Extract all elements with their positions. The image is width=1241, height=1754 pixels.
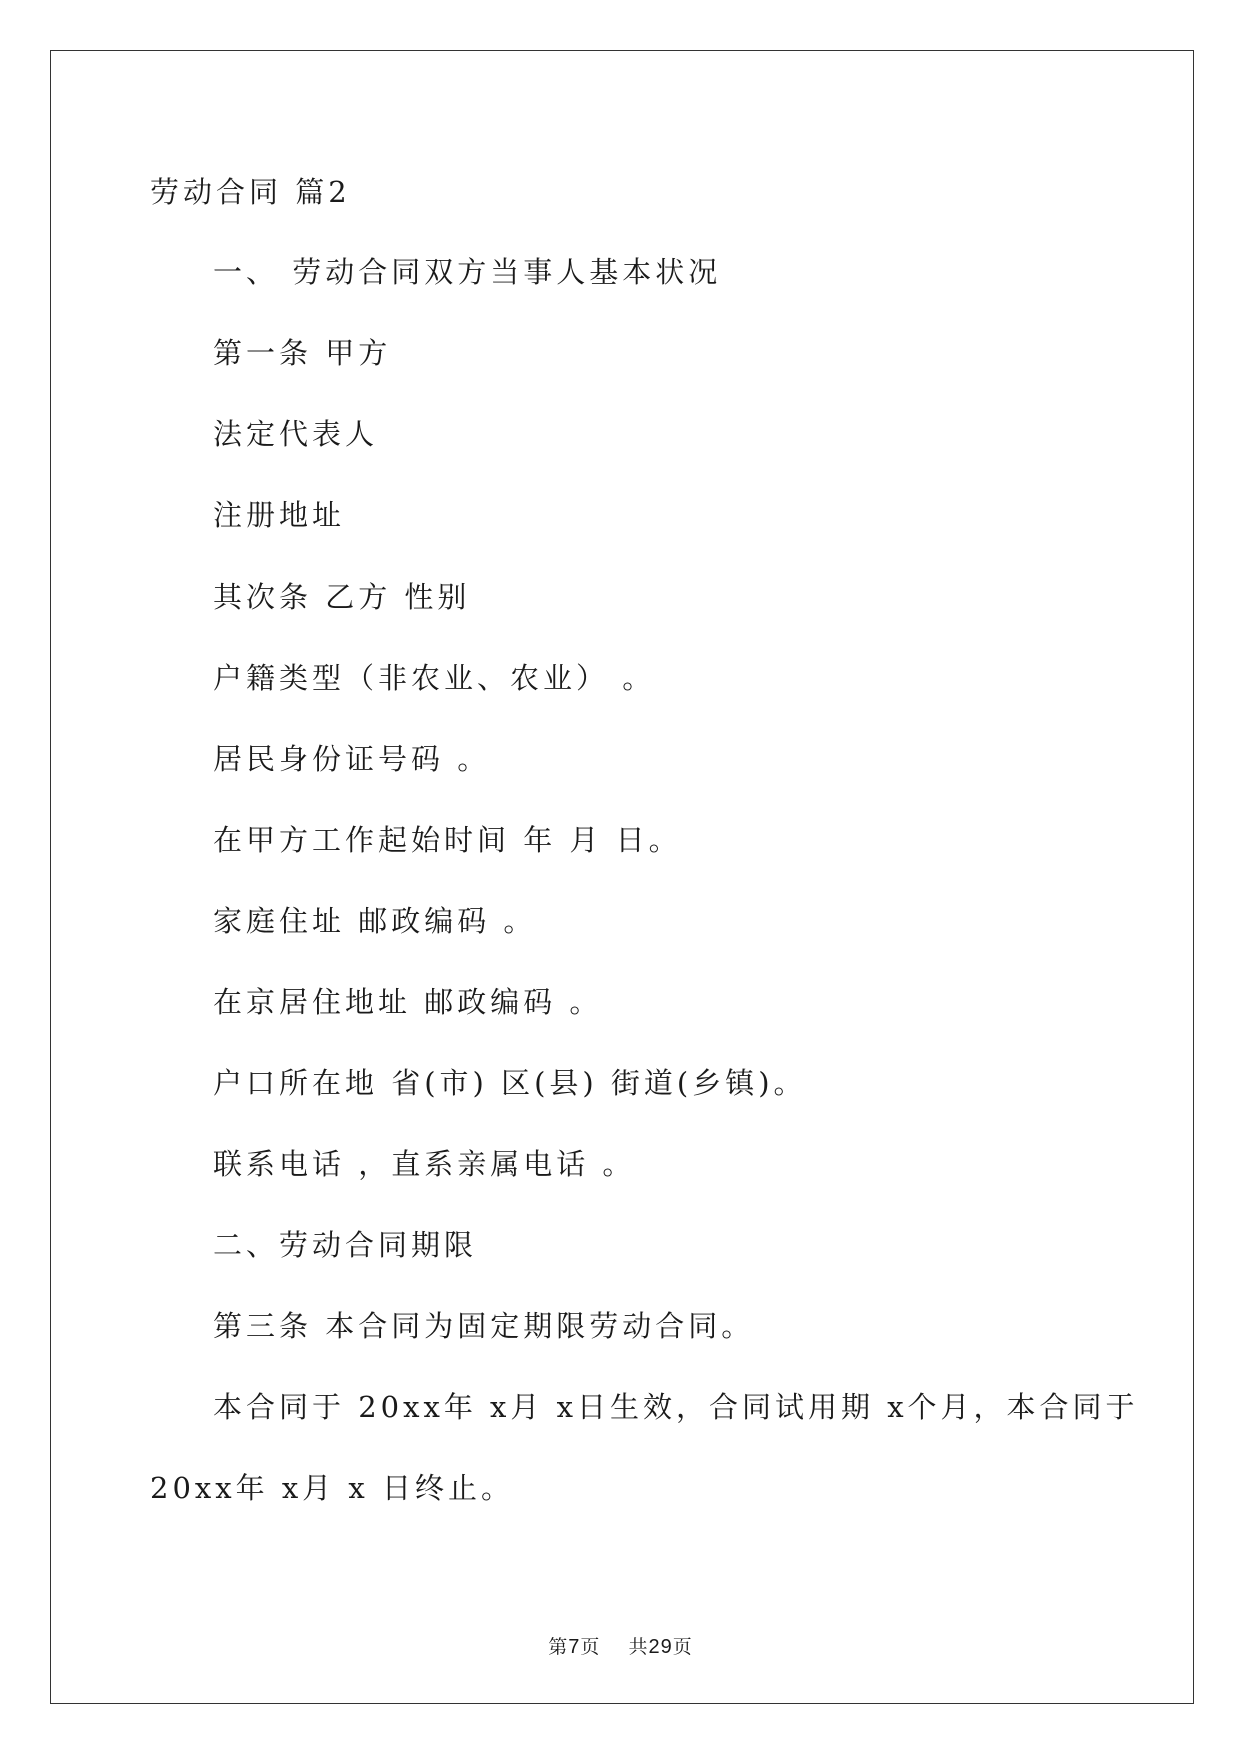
footer-total-suffix: 页: [672, 1636, 693, 1658]
paragraph-legal-representative: 法定代表人: [213, 417, 379, 451]
paragraph-hukou-location: 户口所在地 省(市) 区(县) 街道(乡镇)。: [213, 1066, 807, 1100]
paragraph-id-number: 居民身份证号码 。: [213, 742, 491, 776]
paragraph-contact-phone: 联系电话 ，直系亲属电话 。: [213, 1147, 636, 1181]
section-heading-parties: 一、 劳动合同双方当事人基本状况: [213, 255, 722, 289]
page-footer: [0, 1632, 1241, 1659]
footer-total-prefix: 共: [628, 1636, 649, 1658]
document-heading: 劳动合同 篇2: [150, 175, 351, 209]
paragraph-household-type: 户籍类型（非农业、农业） 。: [213, 661, 656, 695]
paragraph-article-three: 第三条 本合同为固定期限劳动合同。: [213, 1309, 755, 1343]
footer-total-pages: 29: [648, 1636, 673, 1658]
paragraph-home-address: 家庭住址 邮政编码 。: [213, 904, 537, 938]
footer-page-suffix: 页: [580, 1636, 601, 1658]
paragraph-beijing-address: 在京居住地址 邮政编码 。: [213, 985, 603, 1019]
paragraph-registered-address: 注册地址: [213, 498, 346, 532]
footer-page-number: 7: [568, 1636, 581, 1658]
paragraph-effective-date: 本合同于 20xx年 x月 x日生效，合同试用期 x个月，本合同于: [213, 1390, 1139, 1424]
paragraph-party-b: 其次条 乙方 性别: [213, 580, 471, 614]
paragraph-start-date: 在甲方工作起始时间 年 月 日。: [213, 823, 682, 857]
paragraph-end-date: 20xx年 x月 x 日终止。: [150, 1471, 514, 1505]
paragraph-party-a: 第一条 甲方: [213, 336, 392, 370]
page-border: [50, 50, 1194, 1704]
section-heading-term: 二、劳动合同期限: [213, 1228, 478, 1262]
footer-page-prefix: 第: [548, 1636, 569, 1658]
